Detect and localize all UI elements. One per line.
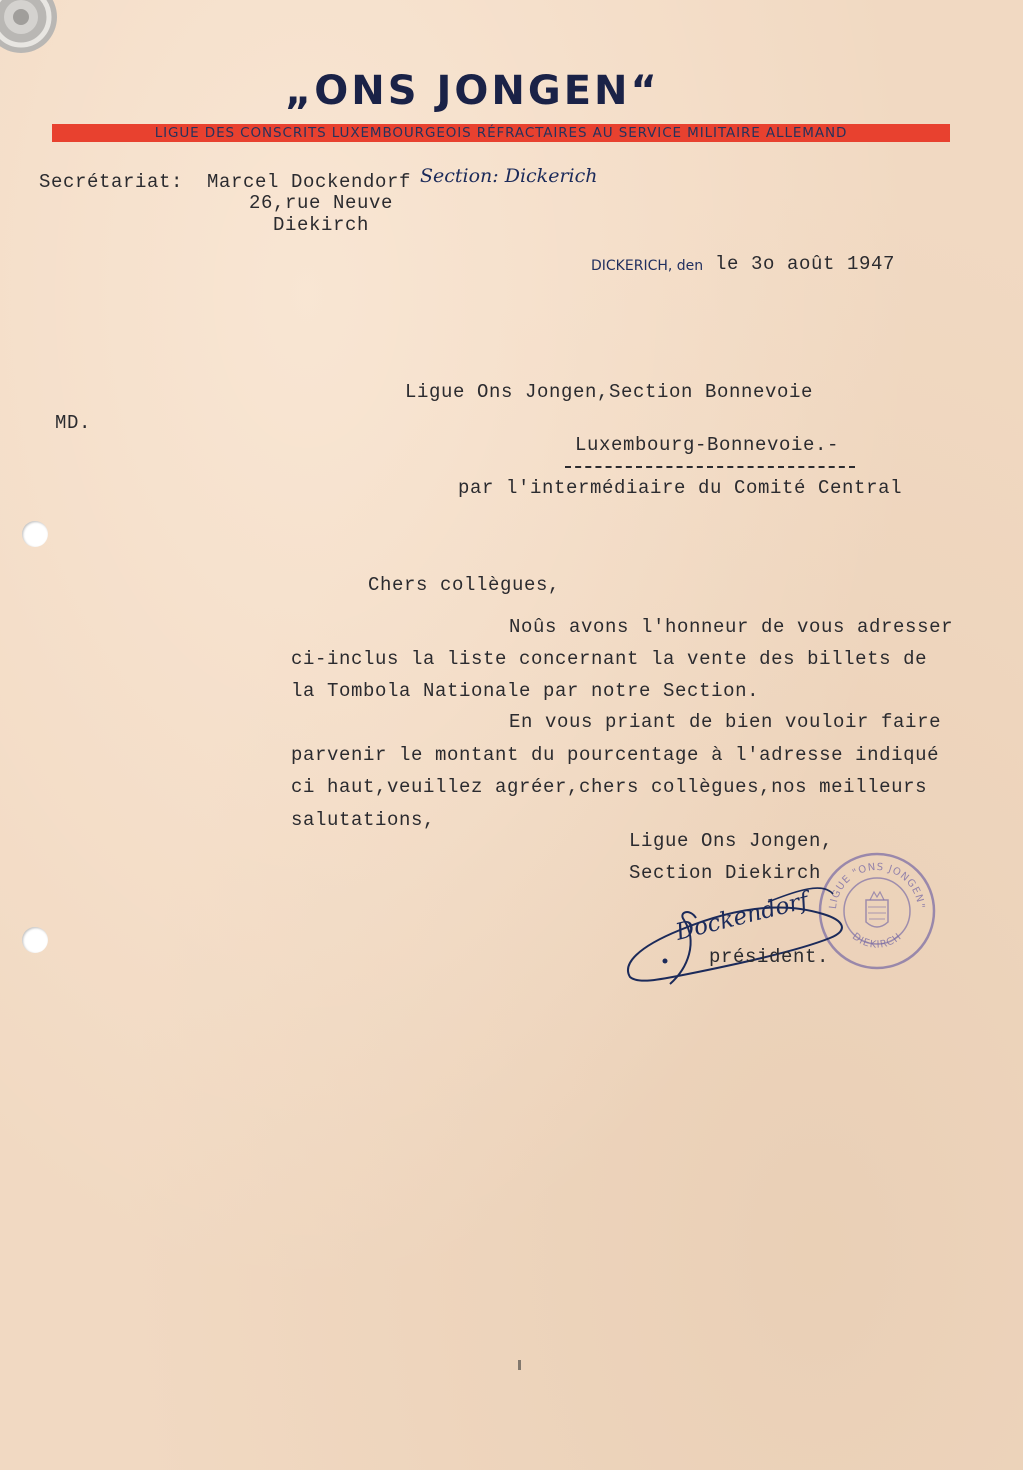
corner-seal — [0, 0, 60, 56]
sender-label: Secrétariat: — [39, 171, 184, 193]
paragraph-1-line-2: ci-inclus la liste concernant la vente des billets de — [291, 648, 928, 670]
sender-city: Diekirch — [273, 214, 370, 236]
reference-initials: MD. — [55, 412, 92, 434]
punch-hole-lower — [22, 927, 48, 953]
stamp-top-text: LIGUE "ONS JONGEN" — [827, 861, 927, 910]
closing-title: président. — [709, 946, 830, 968]
paragraph-2-line-3: ci haut,veuillez agréer,chers collègues,nos meilleurs — [291, 776, 928, 798]
handwritten-signature — [618, 872, 858, 994]
salutation: Chers collègues, — [368, 574, 561, 596]
signature-text: Dockendorf — [673, 887, 812, 946]
sender-name: Marcel Dockendorf — [207, 171, 412, 193]
closing-section: Section Diekirch — [629, 862, 822, 884]
recipient-line-2: Luxembourg-Bonnevoie.- — [575, 434, 840, 456]
paragraph-1-line-3: la Tombola Nationale par notre Section. — [291, 680, 760, 702]
dateline-date: le 3o août 1947 — [715, 253, 896, 275]
recipient-line-3: par l'intermédiaire du Comité Central — [458, 477, 903, 499]
letterhead-subtitle-band: LIGUE DES CONSCRITS LUXEMBOURGEOIS RÉFRACTAIRES AU SERVICE MILITAIRE ALLEMAND — [52, 124, 950, 142]
recipient-underline — [565, 466, 855, 468]
sender-section-handwritten: Section: Dickerich — [420, 165, 598, 187]
letterhead-title: „ONS JONGEN“ — [285, 68, 660, 114]
paragraph-2-line-4: salutations, — [291, 809, 436, 831]
paragraph-2-line-1: En vous priant de bien vouloir faire — [509, 711, 942, 733]
svg-text:DIEKIRCH — [850, 931, 904, 951]
punch-hole-upper — [22, 521, 48, 547]
closing-org: Ligue Ons Jongen, — [629, 830, 834, 852]
recipient-line-1: Ligue Ons Jongen,Section Bonnevoie — [405, 381, 814, 403]
dateline-place: DICKERICH, den — [591, 258, 704, 274]
sender-street: 26,rue Neuve — [249, 192, 394, 214]
paragraph-2-line-2: parvenir le montant du pourcentage à l'adresse indiqué — [291, 744, 940, 766]
paper-mark — [518, 1360, 521, 1370]
stamp-bottom-text: DIEKIRCH — [849, 931, 905, 951]
paragraph-1-line-1: Noûs avons l'honneur de vous adresser — [509, 616, 954, 638]
